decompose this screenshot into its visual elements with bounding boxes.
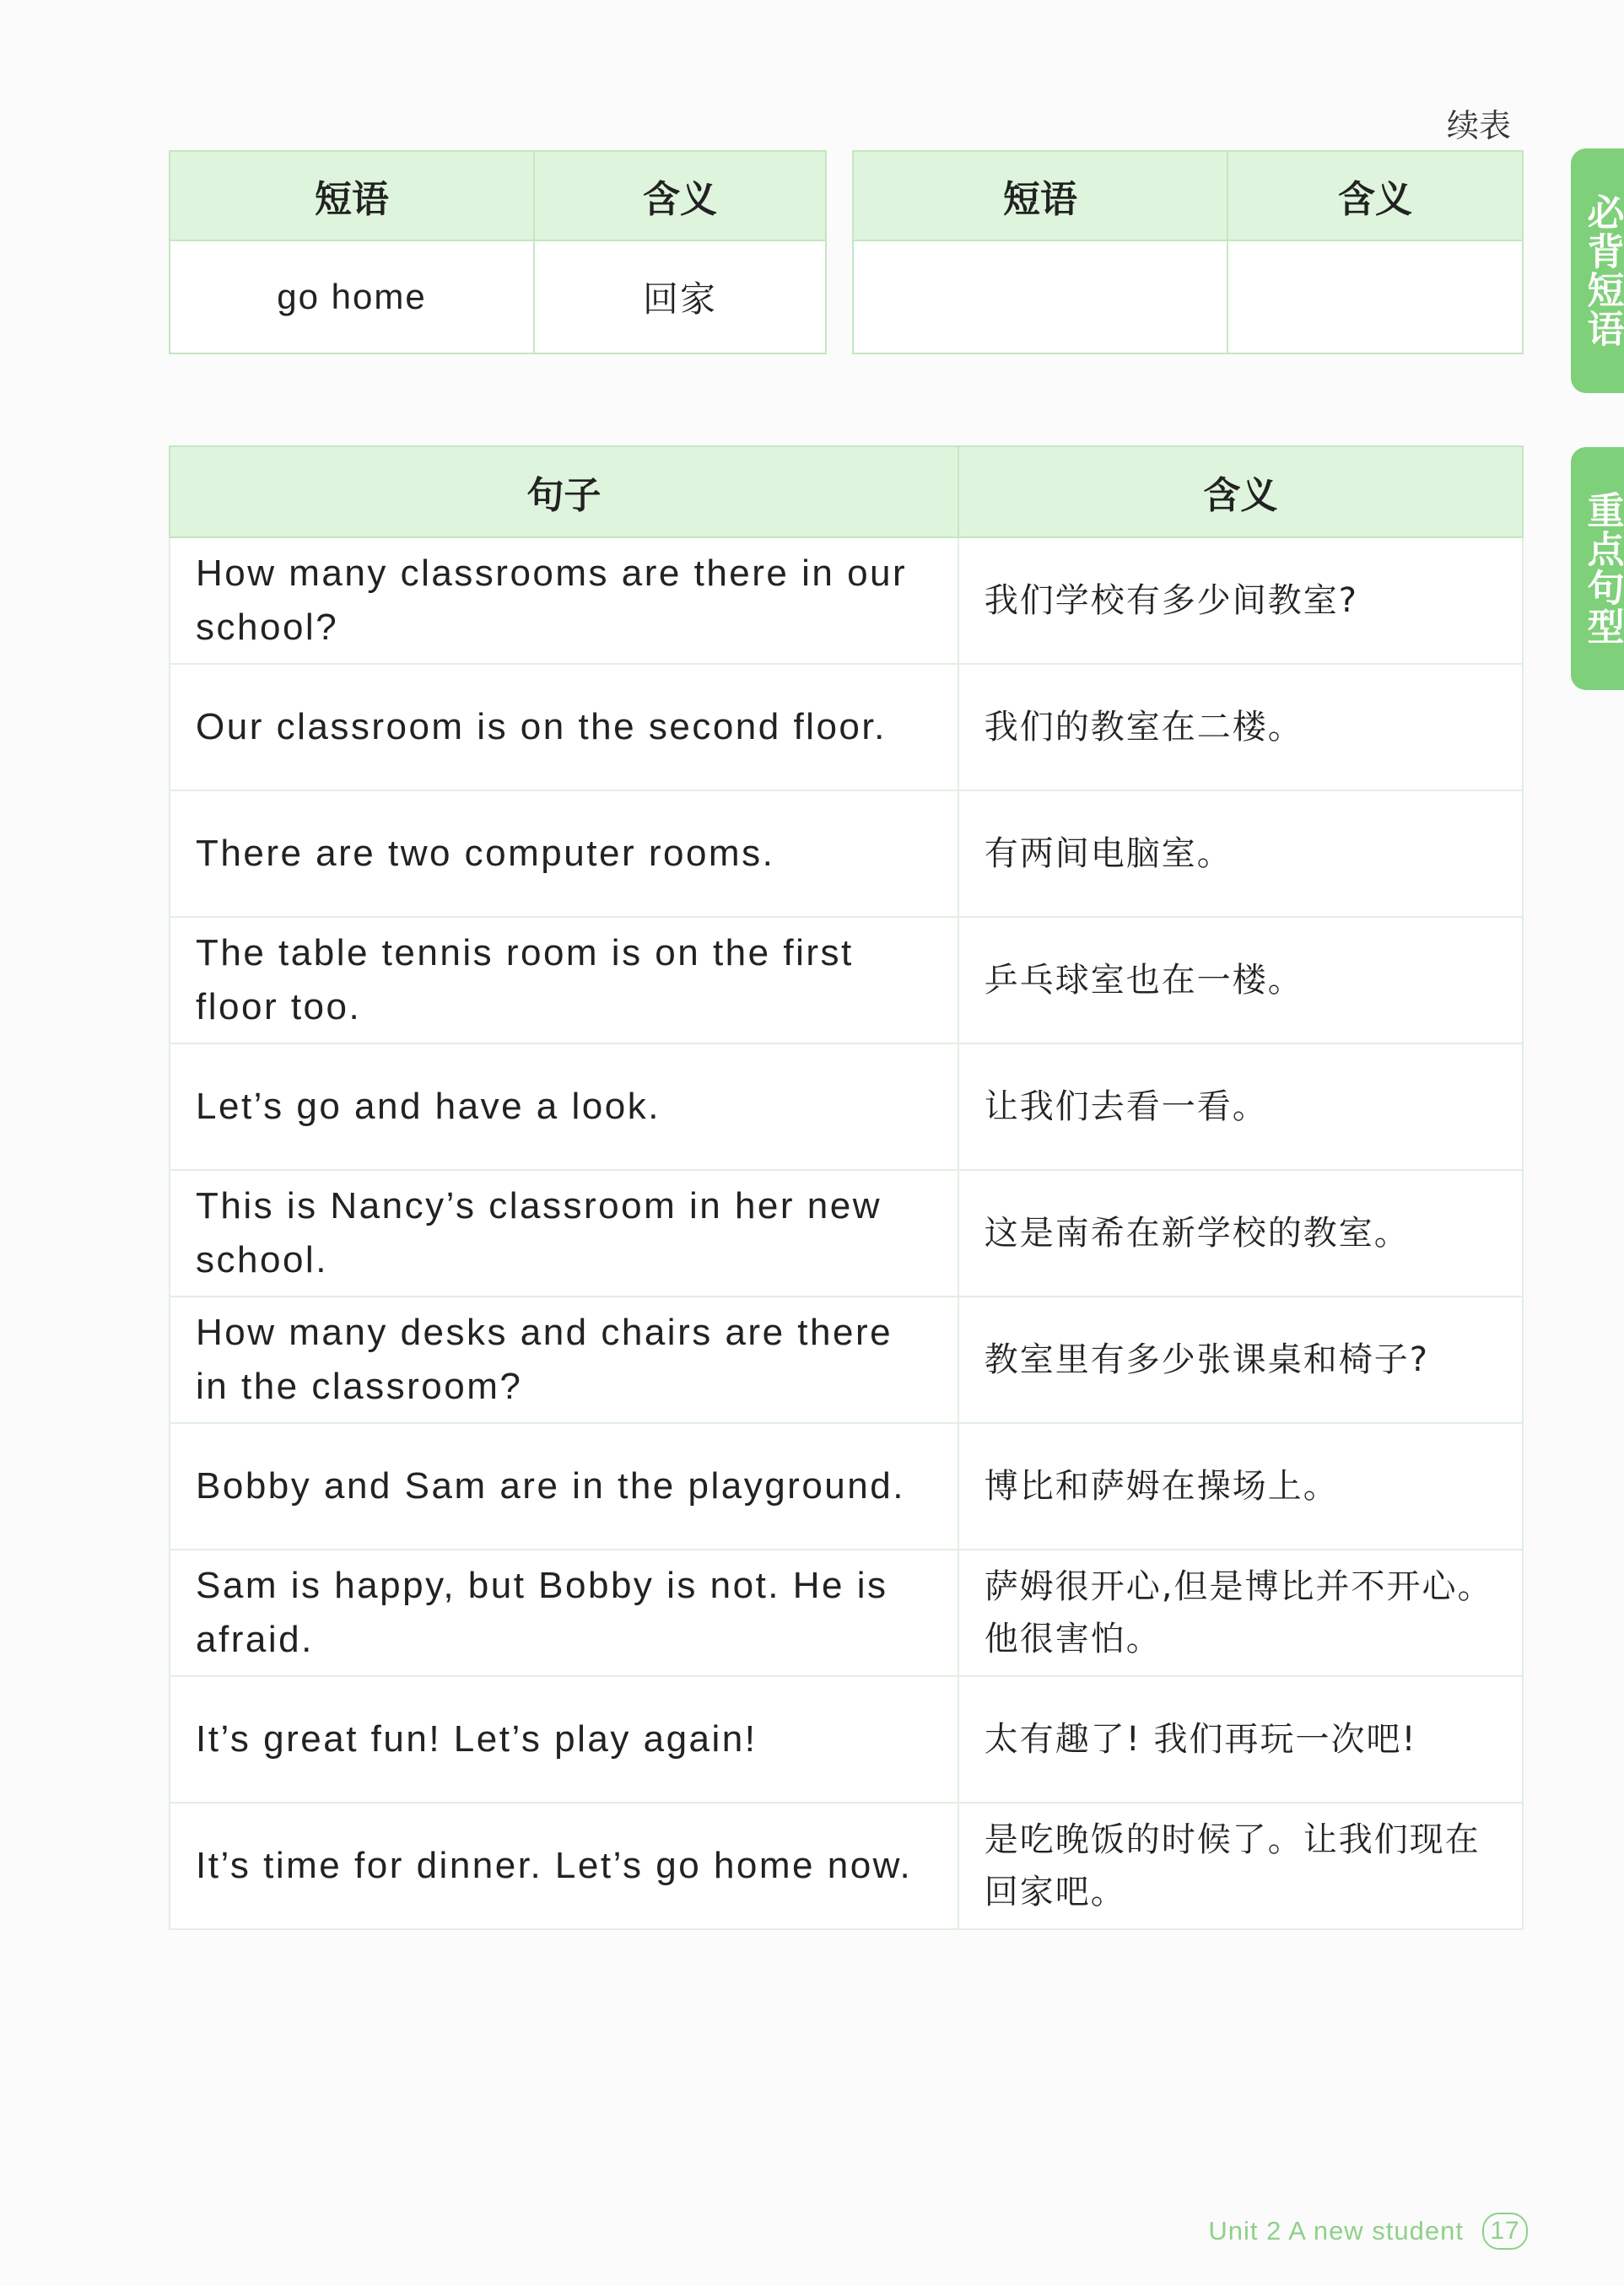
phrase-table-right bbox=[852, 150, 1524, 354]
table-row bbox=[170, 917, 1523, 1043]
table-row bbox=[170, 1043, 1523, 1170]
header-phrase: 短语 bbox=[170, 151, 534, 240]
header-meaning: 含义 bbox=[534, 151, 826, 240]
sentence-en-cell: This is Nancy’s classroom in her new school. bbox=[170, 1170, 958, 1297]
sentence-zh-cell: 让我们去看一看。 bbox=[958, 1043, 1523, 1170]
table-header-row bbox=[170, 446, 1523, 537]
sentence-table bbox=[169, 445, 1524, 1930]
side-tab-phrases: 必背短语 bbox=[1571, 148, 1624, 393]
sentence-zh-cell: 太有趣了! 我们再玩一次吧! bbox=[958, 1676, 1523, 1803]
table-row bbox=[170, 664, 1523, 790]
continuation-note: 续表 bbox=[1446, 107, 1511, 144]
table-header-row bbox=[170, 151, 826, 240]
sentence-zh-cell: 乒乓球室也在一楼。 bbox=[958, 917, 1523, 1043]
sentence-zh-cell: 这是南希在新学校的教室。 bbox=[958, 1170, 1523, 1297]
sentence-zh-cell: 博比和萨姆在操场上。 bbox=[958, 1423, 1523, 1550]
phrase-cell bbox=[853, 240, 1227, 353]
table-row bbox=[170, 1297, 1523, 1423]
table-row bbox=[170, 537, 1523, 664]
sentence-en-cell: Let’s go and have a look. bbox=[170, 1043, 958, 1170]
sentence-en-cell: Sam is happy, but Bobby is not. He is afraid. bbox=[170, 1550, 958, 1676]
page-number: 17 bbox=[1482, 2213, 1528, 2250]
table-row bbox=[853, 240, 1523, 353]
sentence-zh-cell: 有两间电脑室。 bbox=[958, 790, 1523, 917]
sentence-en-cell: The table tennis room is on the first floor too. bbox=[170, 917, 958, 1043]
sentence-en-cell: How many classrooms are there in our school? bbox=[170, 537, 958, 664]
unit-title: Unit 2 A new student bbox=[1208, 2216, 1464, 2246]
table-row bbox=[170, 1423, 1523, 1550]
phrase-cell: go home bbox=[170, 240, 534, 353]
side-tab-sentences: 重点句型 bbox=[1571, 447, 1624, 690]
table-row bbox=[170, 1676, 1523, 1803]
sentence-zh-cell: 教室里有多少张课桌和椅子? bbox=[958, 1297, 1523, 1423]
sentence-zh-cell: 我们的教室在二楼。 bbox=[958, 664, 1523, 790]
meaning-cell: 回家 bbox=[534, 240, 826, 353]
sentence-en-cell: How many desks and chairs are there in the classroom? bbox=[170, 1297, 958, 1423]
sentence-en-cell: There are two computer rooms. bbox=[170, 790, 958, 917]
sentence-zh-cell: 萨姆很开心,但是博比并不开心。他很害怕。 bbox=[958, 1550, 1523, 1676]
table-row bbox=[170, 1550, 1523, 1676]
sentence-en-cell: It’s time for dinner. Let’s go home now. bbox=[170, 1803, 958, 1929]
sentence-en-cell: Our classroom is on the second floor. bbox=[170, 664, 958, 790]
meaning-cell bbox=[1227, 240, 1523, 353]
table-row bbox=[170, 240, 826, 353]
page-footer bbox=[1208, 2213, 1528, 2250]
sentence-en-cell: It’s great fun! Let’s play again! bbox=[170, 1676, 958, 1803]
table-row bbox=[170, 1803, 1523, 1929]
sentence-zh-cell: 我们学校有多少间教室? bbox=[958, 537, 1523, 664]
sentence-zh-cell: 是吃晚饭的时候了。让我们现在回家吧。 bbox=[958, 1803, 1523, 1929]
table-header-row bbox=[853, 151, 1523, 240]
header-phrase: 短语 bbox=[853, 151, 1227, 240]
table-row bbox=[170, 790, 1523, 917]
sentence-en-cell: Bobby and Sam are in the playground. bbox=[170, 1423, 958, 1550]
table-row bbox=[170, 1170, 1523, 1297]
phrase-table-left bbox=[169, 150, 827, 354]
header-sentence: 句子 bbox=[170, 446, 958, 537]
header-meaning: 含义 bbox=[1227, 151, 1523, 240]
header-meaning: 含义 bbox=[958, 446, 1523, 537]
